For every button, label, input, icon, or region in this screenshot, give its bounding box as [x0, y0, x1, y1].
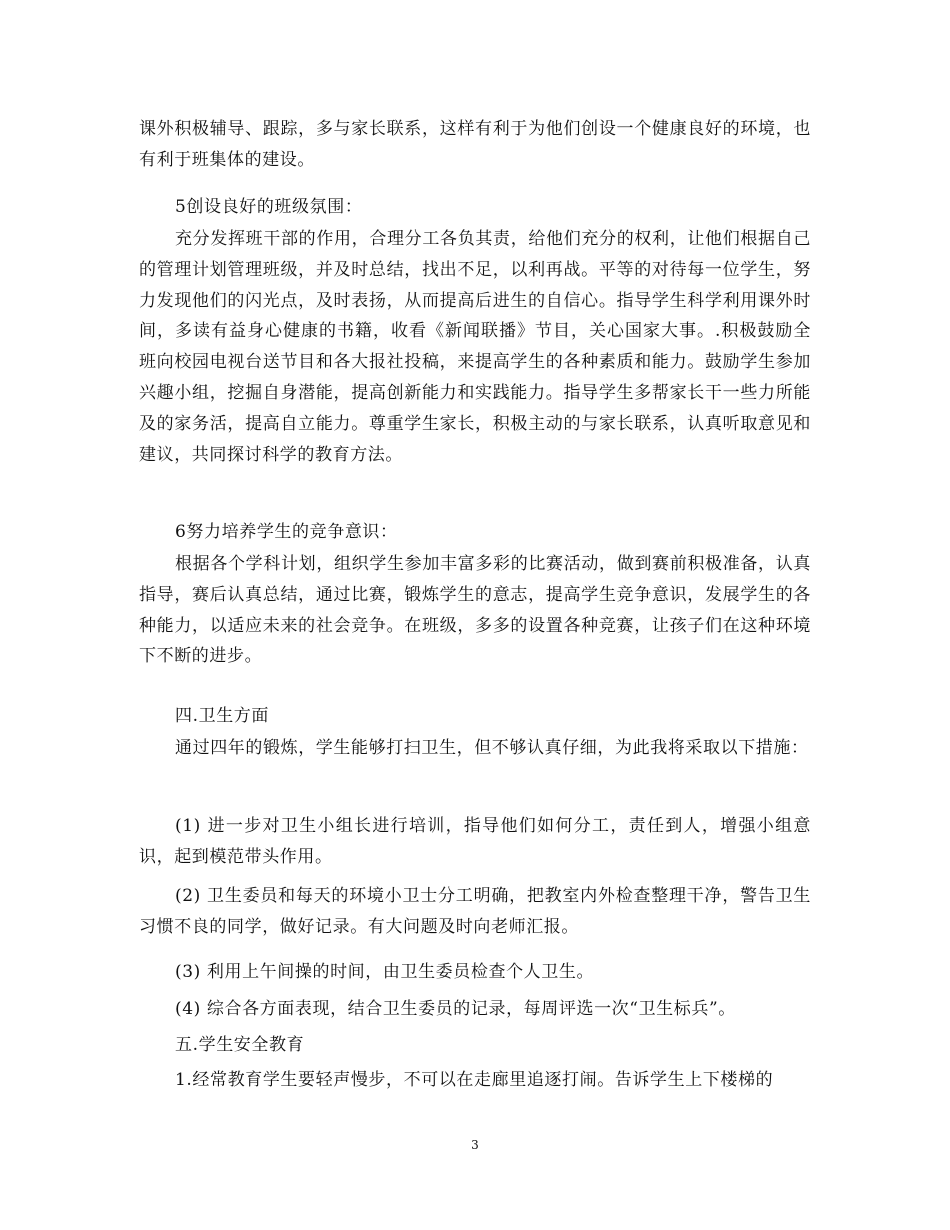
- paragraph-hygiene-intro: 通过四年的锻炼，学生能够打扫卫生，但不够认真仔细，为此我将采取以下措施：: [175, 738, 809, 758]
- heading-hygiene: 四.卫生方面: [175, 706, 270, 726]
- list-item-hygiene-2: (2) 卫生委员和每天的环境小卫士分工明确，把教室内外检查整理干净，警告卫生习惯不良的同学，做好记录。有大问题及时向老师汇报。: [139, 886, 811, 937]
- heading-competition: 6努力培养学生的竞争意识：: [175, 522, 398, 542]
- list-item-hygiene-3: (3) 利用上午间操的时间，由卫生委员检查个人卫生。: [175, 962, 595, 982]
- page-number: 3: [471, 1138, 479, 1152]
- paragraph-class-atmosphere: 充分发挥班干部的作用，合理分工各负其责，给他们充分的权利，让他们根据自己的管理计划管理班级，并及时总结，找出不足，以利再战。平等的对待每一位学生，努力发现他们的闪光点，及时表扬，从而提高后进生的自信心。指导学生科学利用课外时间，多读有益身心健康的书籍，收看《新闻联播》节目，关心国家大事。.积极鼓励全班向校园电视台送节目和各大报社投稿，来提高学生的各种素质和能力。鼓励学生参加兴趣小组，挖掘自身潜能，提高创新能力和实践能力。指导学生多帮家长干一些力所能及的家务活，提高自立能力。尊重学生家长，积极主动的与家长联系，认真听取意见和建议，共同探讨科学的教育方法。: [139, 229, 811, 465]
- paragraph-safety: 1.经常教育学生要轻声慢步，不可以在走廊里追逐打闹。告诉学生上下楼梯的: [175, 1070, 774, 1090]
- list-item-hygiene-4: (4) 综合各方面表现，结合卫生委员的记录，每周评选一次“卫生标兵”。: [175, 999, 736, 1019]
- heading-class-atmosphere: 5创设良好的班级氛围：: [175, 197, 363, 217]
- heading-safety: 五.学生安全教育: [175, 1035, 305, 1055]
- paragraph-continuation: 课外积极辅导、跟踪，多与家长联系，这样有利于为他们创设一个健康良好的环境，也有利于班集体的建设。: [139, 119, 811, 170]
- paragraph-competition: 根据各个学科计划，组织学生参加丰富多彩的比赛活动，做到赛前积极准备，认真指导，赛后认真总结，通过比赛，锻炼学生的意志，提高学生竞争意识，发展学生的各种能力，以适应未来的社会竞争。在班级，多多的设置各种竞赛，让孩子们在这种环境下不断的进步。: [139, 554, 811, 667]
- list-item-hygiene-1: (1) 进一步对卫生小组长进行培训，指导他们如何分工，责任到人，增强小组意识，起到模范带头作用。: [139, 816, 811, 867]
